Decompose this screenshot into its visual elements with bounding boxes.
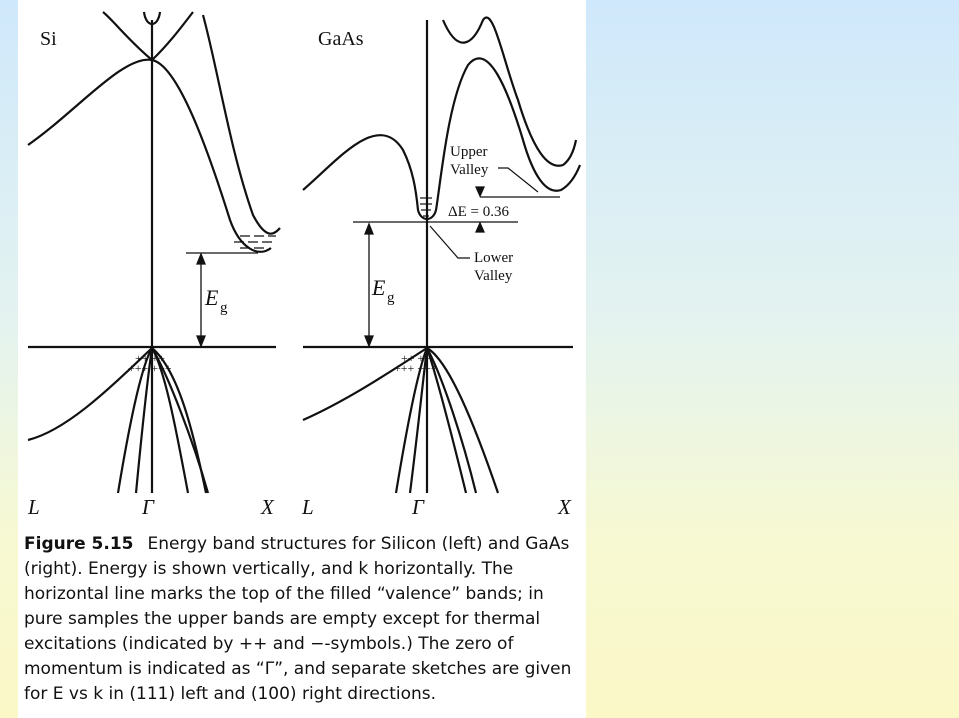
figure-caption (24, 532, 580, 707)
lower-valley-label-2: Valley (474, 268, 513, 284)
gaas-conduction-band-lower (303, 58, 580, 219)
si-axis-gamma: Γ (142, 495, 154, 519)
delta-e-label: ΔE = 0.36 (448, 204, 510, 220)
gaas-gap-arrow-up (365, 224, 373, 234)
upper-valley-pointer (498, 168, 538, 192)
gaas-gap-label: E (372, 275, 386, 300)
gaas-axis-x: X (558, 495, 571, 519)
gaas-axis-gamma: Γ (412, 495, 424, 519)
lower-valley-pointer (430, 226, 470, 258)
upper-valley-label-2: Valley (450, 162, 489, 178)
si-gap-arrow-up (197, 254, 205, 264)
upper-valley-label-1: Upper (450, 144, 488, 160)
si-electron-dashes (234, 236, 276, 248)
si-gap-arrow-down (197, 336, 205, 346)
gaas-title: GaAs (318, 28, 364, 50)
si-valence-band-heavy (28, 348, 206, 493)
si-conduction-band-right (203, 15, 280, 234)
delta-e-arrow-up (476, 223, 484, 232)
gaas-gap-subscript: g (387, 290, 395, 306)
caption-text: Energy band structures for Silicon (left) and GaAs (right). Energy is shown vertically, and k horizontally. The horizontal line marks the top of the filled “valence” bands; in pure samples the upper bands are empty except for thermal excitations (indicated by ++ and −-symbols.) The zero of momentum is indicated as “Γ”, and separate sketches are given for E vs k in (111) left and (100) right directions. (24, 534, 572, 704)
si-holes-bottom: +++ +++ (128, 361, 172, 375)
band-structure-diagram (18, 0, 586, 530)
si-gap-subscript: g (220, 300, 228, 316)
gaas-axis-l: L (302, 495, 314, 519)
si-axis-l: L (28, 495, 40, 519)
gaas-holes-bottom: +++ +++ (394, 361, 438, 375)
background-stripe (0, 0, 18, 718)
si-holes-top: ++ ++ (135, 351, 166, 365)
si-gap-label: E (205, 285, 219, 310)
delta-e-arrow-down (476, 187, 484, 196)
lower-valley-label-1: Lower (474, 250, 514, 266)
gaas-gap-arrow-down (365, 336, 373, 346)
caption-label: Figure 5.15 (24, 534, 134, 554)
si-conduction-band-upper (103, 12, 152, 60)
si-axis-x: X (261, 495, 274, 519)
gaas-holes-top: ++ ++ (401, 351, 432, 365)
si-title: Si (40, 28, 57, 50)
figure-panel (18, 0, 586, 718)
